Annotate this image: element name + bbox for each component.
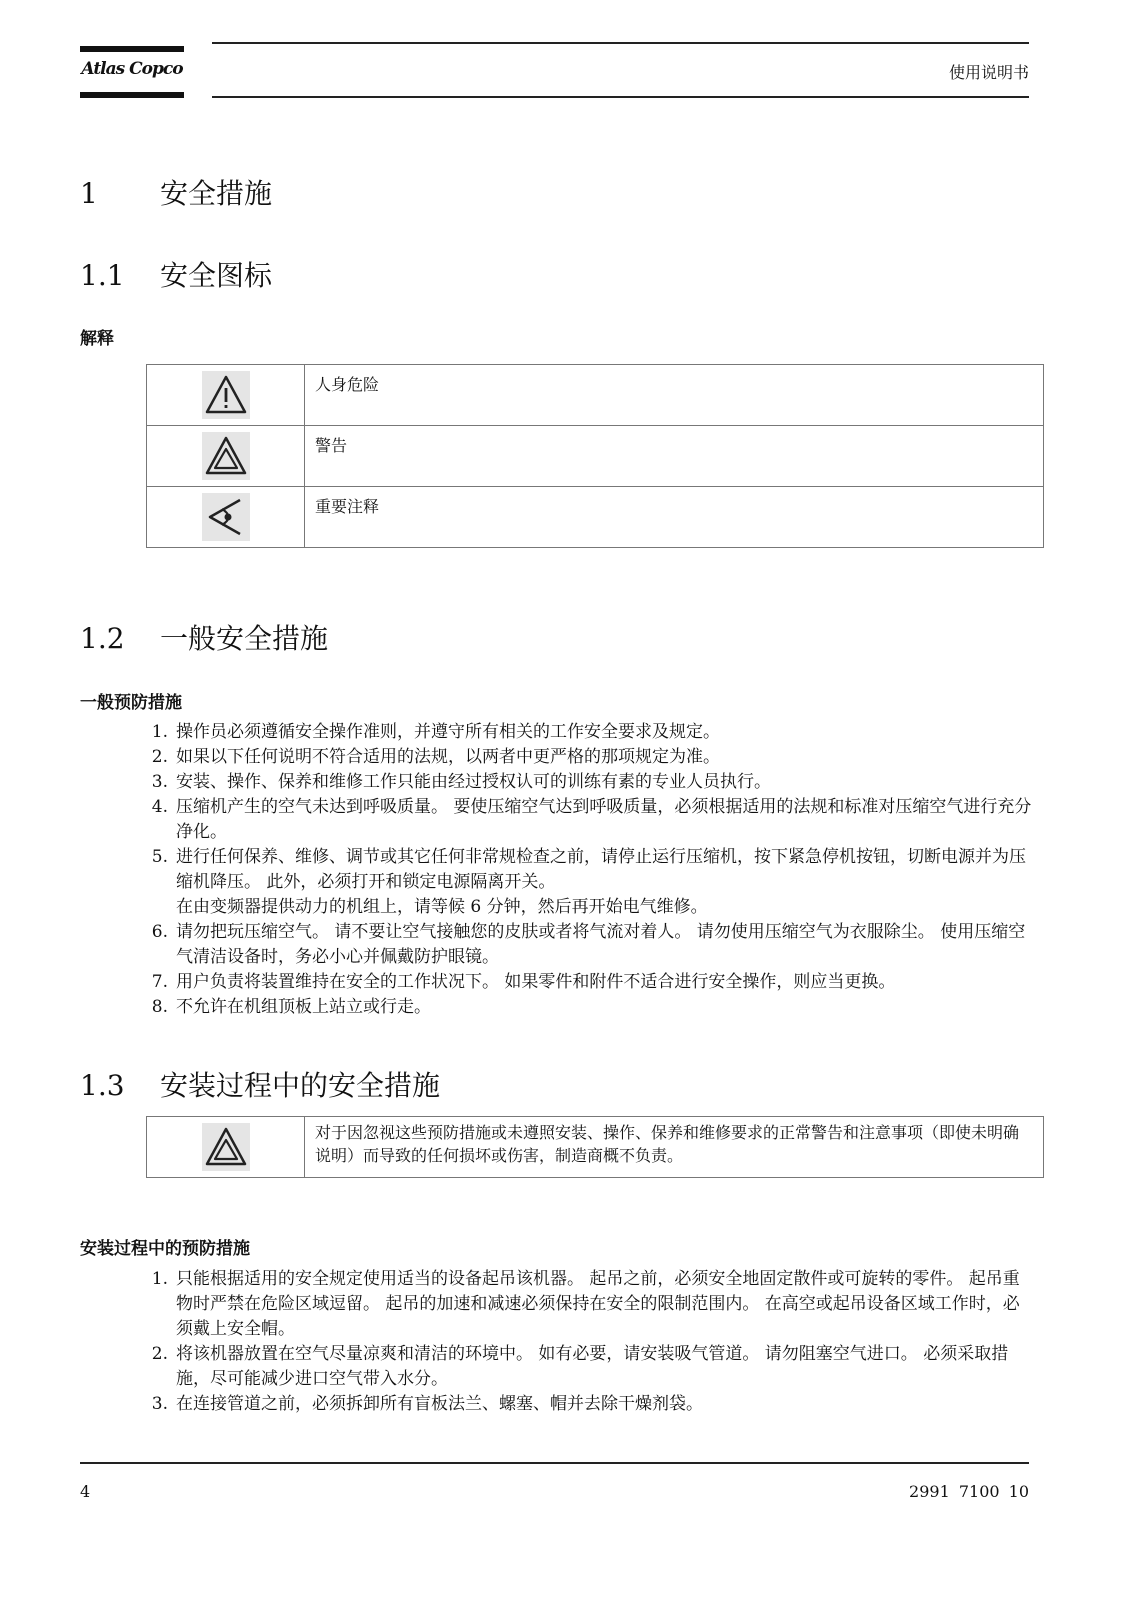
list-item-number: 7.	[151, 972, 168, 992]
list-item	[146, 1392, 1034, 1417]
section-number: 1.2	[80, 622, 125, 655]
list-item-text: 请勿把玩压缩空气。 请不要让空气接触您的皮肤或者将气流对着人。 请勿使用压缩空气为衣服除尘。 使用压缩空气清洁设备时，务必小心并佩戴防护眼镜。	[176, 922, 1026, 967]
list-item-number: 5.	[151, 847, 168, 867]
table-row	[147, 365, 1044, 426]
header-rule-bottom	[212, 96, 1029, 98]
symbol-cell	[147, 365, 305, 426]
section-title: 安装过程中的安全措施	[160, 1069, 441, 1102]
list-item-text: 在连接管道之前，必须拆卸所有盲板法兰、螺塞、帽并去除干燥剂袋。	[176, 1394, 703, 1414]
danger-exclamation-triangle-icon	[202, 371, 250, 419]
list-item-number: 1.	[151, 1269, 168, 1289]
symbol-cell	[147, 1117, 305, 1178]
list-item	[146, 745, 1034, 770]
footer-rule	[80, 1462, 1029, 1464]
list-item	[146, 1342, 1034, 1392]
warning-text: 对于因忽视这些预防措施或未遵照安装、操作、保养和维修要求的正常警告和注意事项（即使未明确说明）而导致的任何损坏或伤害，制造商概不负责。	[305, 1117, 1044, 1178]
header-rule-top	[212, 42, 1029, 44]
list-item-number: 2.	[151, 747, 168, 767]
section-number: 1.1	[80, 259, 125, 292]
table-row	[147, 426, 1044, 487]
symbol-cell	[147, 426, 305, 487]
logo-bar-top	[80, 46, 184, 52]
doc-type-label: 使用说明书	[948, 63, 1029, 82]
symbol-description: 警告	[305, 426, 1044, 487]
list-item	[146, 795, 1034, 845]
section-heading-1-2	[80, 617, 328, 657]
page-number: 4	[80, 1482, 91, 1501]
list-item-number: 1.	[151, 722, 168, 742]
logo-text: Atlas Copco	[81, 59, 183, 79]
symbol-cell	[147, 487, 305, 548]
atlas-copco-logo	[80, 46, 184, 98]
subheading-general-precautions: 一般预防措施	[80, 693, 182, 713]
list-item-number: 3.	[151, 772, 168, 792]
section-number: 1.3	[80, 1069, 125, 1102]
section-heading-1-3	[80, 1064, 440, 1104]
doc-number: 2991 7100 10	[909, 1482, 1029, 1501]
list-item-text: 压缩机产生的空气未达到呼吸质量。 要使压缩空气达到呼吸质量，必须根据适用的法规和标准对压缩空气进行充分净化。	[176, 797, 1032, 842]
list-item-text: 操作员必须遵循安全操作准则，并遵守所有相关的工作安全要求及规定。	[176, 722, 720, 742]
symbol-description: 人身危险	[305, 365, 1044, 426]
safety-symbols-table	[146, 364, 1044, 548]
list-item	[146, 920, 1034, 970]
list-item-text: 只能根据适用的安全规定使用适当的设备起吊该机器。 起吊之前，必须安全地固定散件或可旋转的零件。 起吊重物时严禁在危险区域逗留。 起吊的加速和减速必须保持在安全的限制范围内。 在高空或起吊设备区域工作时，必须戴上安全帽。	[176, 1269, 1020, 1339]
warning-triangle-icon	[202, 1123, 250, 1171]
list-item-text: 进行任何保养、维修、调节或其它任何非常规检查之前，请停止运行压缩机，按下紧急停机按钮，切断电源并为压缩机降压。 此外，必须打开和锁定电源隔离开关。	[176, 847, 1026, 892]
list-item	[146, 970, 1034, 995]
warning-triangle-icon	[202, 432, 250, 480]
list-item	[146, 720, 1034, 745]
table-row	[147, 1117, 1044, 1178]
eye-note-icon	[202, 493, 250, 541]
list-item	[146, 995, 1034, 1020]
table-row	[147, 487, 1044, 548]
symbol-description: 重要注释	[305, 487, 1044, 548]
list-item	[146, 1267, 1034, 1342]
list-item	[146, 770, 1034, 795]
list-item-text: 如果以下任何说明不符合适用的法规，以两者中更严格的那项规定为准。	[176, 747, 720, 767]
list-item-number: 2.	[151, 1344, 168, 1364]
section-number: 1	[80, 177, 98, 210]
general-precautions-list	[146, 720, 1034, 1020]
section-title: 安全措施	[160, 177, 273, 210]
subheading-explanation: 解释	[80, 329, 114, 349]
logo-bar-bottom	[80, 92, 184, 98]
subheading-installation-precautions: 安装过程中的预防措施	[80, 1239, 250, 1259]
list-item-text: 安装、操作、保养和维修工作只能由经过授权认可的训练有素的专业人员执行。	[176, 772, 771, 792]
list-item	[146, 845, 1034, 920]
section-heading-1	[80, 172, 272, 212]
section-heading-1-1	[80, 254, 272, 294]
section-title: 一般安全措施	[160, 622, 329, 655]
list-item-text: 将该机器放置在空气尽量凉爽和清洁的环境中。 如有必要，请安装吸气管道。 请勿阻塞空气进口。 必须采取措施，尽可能减少进口空气带入水分。	[176, 1344, 1009, 1389]
list-item-text: 不允许在机组顶板上站立或行走。	[176, 997, 431, 1017]
installation-warning-table	[146, 1116, 1044, 1178]
list-item-number: 6.	[151, 922, 168, 942]
installation-precautions-list	[146, 1267, 1034, 1417]
list-item-number: 4.	[151, 797, 168, 817]
list-item-number: 8.	[151, 997, 168, 1017]
section-title: 安全图标	[160, 259, 273, 292]
list-item-text: 在由变频器提供动力的机组上，请等候 6 分钟，然后再开始电气维修。	[176, 897, 708, 917]
list-item-number: 3.	[151, 1394, 168, 1414]
list-item-text: 用户负责将装置维持在安全的工作状况下。 如果零件和附件不适合进行安全操作，则应当更换。	[176, 972, 896, 992]
